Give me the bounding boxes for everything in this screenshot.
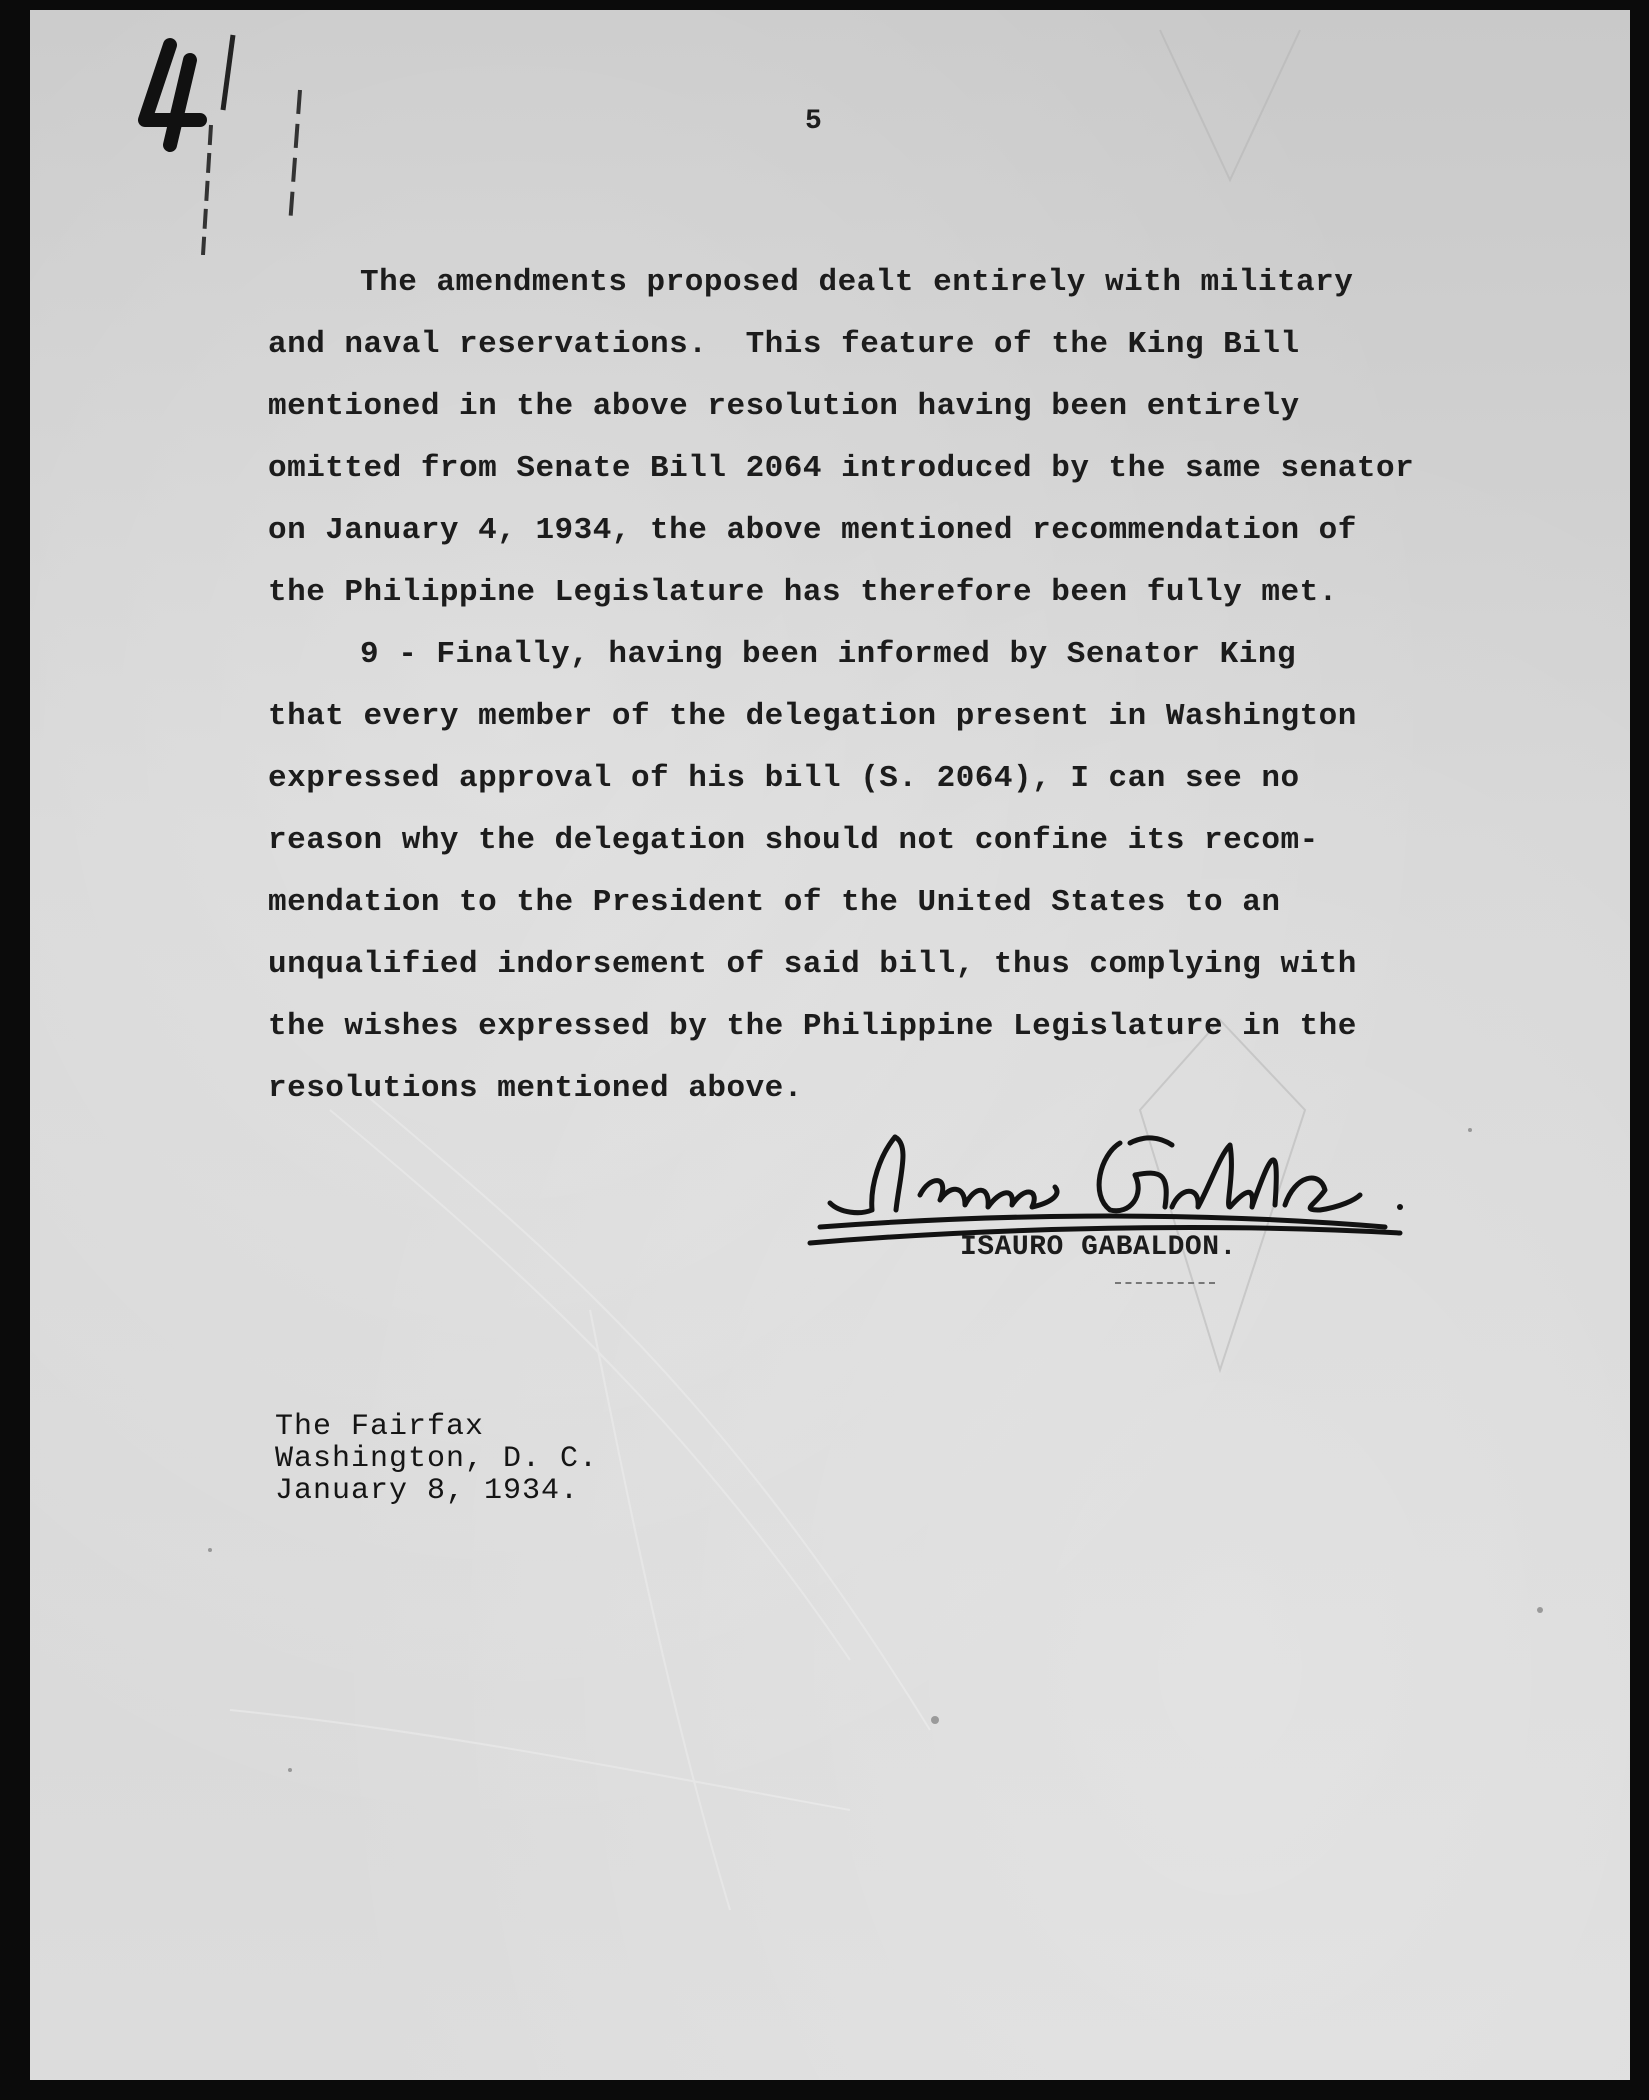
paragraph-2-line-1: 9 - Finally, having been informed by Senator King	[360, 637, 1297, 672]
paragraph-2-line-5: mendation to the President of the United States to an	[268, 885, 1281, 920]
paragraph-1-line-2: and naval reservations. This feature of the King Bill	[268, 327, 1300, 362]
page-number: 5	[805, 106, 823, 137]
typed-signatory-name: ISAURO GABALDON.	[960, 1232, 1237, 1263]
address-line-2: Washington, D. C.	[275, 1442, 599, 1476]
paragraph-2-line-4: reason why the delegation should not confine its recom-	[268, 823, 1319, 858]
document-page	[30, 10, 1630, 2080]
margin-handwritten-mark	[115, 25, 305, 255]
paragraph-2-line-6: unqualified indorsement of said bill, thus complying with	[268, 947, 1357, 982]
address-line-1: The Fairfax	[275, 1410, 485, 1444]
paper-texture	[30, 10, 1630, 2080]
paragraph-2-line-7: the wishes expressed by the Philippine Legislature in the	[268, 1009, 1357, 1044]
paragraph-2-line-8: resolutions mentioned above.	[268, 1071, 803, 1106]
paragraph-1-line-5: on January 4, 1934, the above mentioned recommendation of	[268, 513, 1357, 548]
address-line-3: January 8, 1934.	[275, 1474, 580, 1508]
paragraph-1-line-3: mentioned in the above resolution having been entirely	[268, 389, 1300, 424]
paragraph-1-line-4: omitted from Senate Bill 2064 introduced by the same senator	[268, 451, 1415, 486]
paragraph-2-line-3: expressed approval of his bill (S. 2064), I can see no	[268, 761, 1300, 796]
signature-dots	[1115, 1282, 1215, 1284]
paragraph-1-line-1: The amendments proposed dealt entirely with military	[360, 265, 1354, 300]
paragraph-2-line-2: that every member of the delegation present in Washington	[268, 699, 1357, 734]
paragraph-1-line-6: the Philippine Legislature has therefore been fully met.	[268, 575, 1338, 610]
